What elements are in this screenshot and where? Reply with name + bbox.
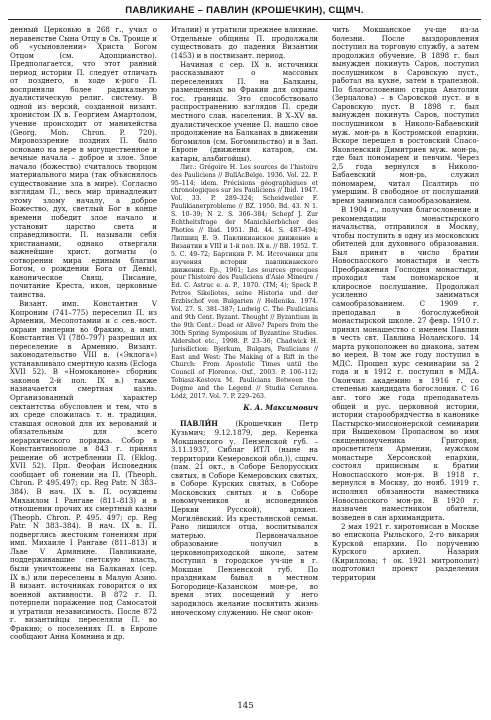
entry-headword: ПАВЛИ́Н bbox=[180, 419, 218, 429]
bibliography: Лит.: Grégoire H. Les sources de l'histoire des Pauliciens // BullAcBelge. 1936. Vol. 22. P. 95–114; idem. Précisions géographiques et chronologiques sur les Pauliciens // Ibid. 1947. Vol. 33. P. 289–324; Scheidweiler F. Paulikianerprobleme // BZ. 1950. Bd. 43. N 1. S. 10–39; N 2. S. 366–384; Schepf J. Zur Echtheitsfrage der Manichäerbücher des Photios // Ibid. 1951. Bd. 44. S. 487–494; Липшиц Е. Э. Павликианское движение в Византии в VIII и 1-й пол. IX в. // ВВ. 1952. Т. 5. С. 49–72; Бартикян Р. М. Источники для изучения истории павликианского движения. Ер., 1961; Les sources grecques pour l'histoire des Pauliciens d'Asie Mineure / Ed. C. Astruc e. a. P., 1970. (TM; 4); Speck P. Petros Sikeliotes, seine Historia und der Erzbischof von Bulgarien // Hellenika. 1974. Vol. 27. S. 381–387; Ludwig C. The Paulicians and 9th Cent. Byzant. Thought // Byzantium in the 9th Cent.: Dead or Alive? Papers from the 30th Spring Symposium of Byzantine Studies. Aldershot etc., 1998. P. 23–36; Chadwick H. Jurisdiction: Bjerkum, Bulgars, Paulicians // East and West: The Making of a Rift in the Church: From Apostolic Times until the Council of Florence. Oxf., 2003. P. 106–112; Tobiasz-Kostova M. Paulicians Between the Dogme and the Legend // Studia Ceranea. Łódź, 2017. Vol. 7. P. 229–263. bbox=[171, 163, 318, 401]
paragraph: чить Мокшанское уч-ще из-за болезни. После выздоровления поступил на торговую службу, а затем продолжил обучение. В 1898 г. был вынужден покинуть Саров, поступил послушником в Саровскую пуст., работал на кухне, затем в трапезной. По благословению старца Анатолия (Зерцалова) – в Саровской пуст. и в Саровскую пуст. В 1898 г. был вынужден покинуть Саров, поступил послушником в Николо-Бабаевский муж. мон-рь в Костромской епархии. Вскоре перешел в ростовский Спасо-Яковлевский Димитриев муж. мон-рь, где был пономарем и певчим. Через 2,5 года вернулся в Николо-Бабаевский мон-рь, служил пономарем, читал Псалтирь по умершим. В свободное от послушаний время занимался самообразованием. bbox=[332, 26, 479, 205]
paragraph: денный Церковью в 268 г., учил о неравенстве Сына Отцу в Св. Троице и об «усыновлении» Христа Богом Отцом (см. Адопцианство). Предполагается, что этот ранний период истории П. следует отличать от позднего, в ходе к-рого П. восприняли более радикальную дуалистическую религ. систему. В одной из версий, созданной визант. хронистом IX в. Георгием Амартолом, учение происходит от манихейства (Georg. Mon. Chron. P. 720). Мировоззрение поздних П. было основано на вере в могущественное и вечные начала – доброе и злое. Злое начало (божество) считалось творцом материального мира (так объяснялось существование зла в мире). Согласно взглядам П., весь мир принадлежит этому злому началу, а доброе Божество, дух, светлый Бог в конце времени победит злое начало и установит царство света и справедливости. П. называли себя христианами, однако отвергали важнейшие христ. догматы (о сотворении мира единым благим Богом, о рождении Бога от Девы), каноническое Свящ. Писание, почитание Креста, икон, церковные таинства. bbox=[10, 26, 157, 299]
paragraph: Италии) и утратили прежнее влияние. Отдельные общины П. продолжали существовать до падения Византии (1453) и в поствизант. период. bbox=[171, 26, 318, 60]
entry-paragraph bbox=[171, 420, 318, 617]
paragraph: Визант. имп. Константин V Копроним (741–775) переселил П. из Армении, Месопотамии и с сев.-вост. окраин империи во Фракию, а имп. Константин VI (780–797) разрешил их переселение в Армению. Визант. законодательство VIII в. («Эклога») устанавливало смертную казнь (Ecloga XVII 52). В «Номоканоне» сборник законов 2-й пол. IX в.) также назначается смертная казнь. Организованный характер сектантства обусловлен и тем, что в их среде сложилась т. н. традиция, ставшая основой для их верований и обязательным для всего иерархического порядка. Собор в Константинополе в 843 г. принял решение об истреблении П. (Eklog. XVII 52). Прп. Феофан Исповедник сообщает об гонении на П. (Theoph. Chron. P. 495.497; ср. Reg Patr. N 383–384). В нач. IX в. П. осуждены Михаилом I Рангаве (811–813) и в отношении прочих их смертный казни (Theoph. Chron. P. 495. 497; ср. Reg Patr. N 383–384). В нач. IX в. П. подверглись жестоким гонениям при имп. Михаиле I Рангаве (811–813) и Льве V Армянине. Павликиане, поддерживавшие светскую власть, были уничтожены на Балканах (сер. IX в.) или переселены в Малую Азию. В визант. источниках говорится о их военной активности. В 872 г. П. потерпели поражение под Самосатой и утратили независимость. После 872 г. византийцы переселяли П. во Фракию; о поселениях П. в Европе сообщают Анна Комнина и др. bbox=[10, 299, 157, 642]
entry-text: (Крошечкин Петр Кузьмич; 9.12.1879, дер. Керенка Мокшанского у. Пензенской губ. – 3.11.1937, Сиблаг ИТЛ (ныне на территории Кемеровской обл.)), сщмч. (пам. 21 окт., в Соборе Белорусских святых, в Соборе Кемеровских святых, в Соборе Курских святых, в Соборе Московских святых и в Соборе новомучеников и исповедников Церкви Русской), архиеп. Могилёвский. Из крестьянской семьи. Рано лишился отца, воспитывался матерью. Первоначальное образование получил в церковноприходской школе, затем поступил в городское уч-ще в г. Мокшан Пензенской губ. По праздникам бывал в местном Богородице-Казанском мон-ре, во время этих посещений у него зародилось желание посвятить жизнь иноческому служению. Не смог окон- bbox=[171, 419, 318, 617]
running-header: ПАВЛИКИАНЕ – ПАВЛИН (КРОШЕЧКИН), СЩМЧ. bbox=[125, 5, 364, 16]
header-rule bbox=[8, 19, 481, 20]
paragraph: Начиная с сер. IX в. источники рассказывают о массовых переселениях П. на Балканы, размещенных во Фракии для охраны гос. границы. Это способствовало распространению взглядов П. среди местного слав. населения. В X–XV вв. дуалистическое учение П. нашло свое продолжение на Балканах в движении богомилов (см. Богомильство) и в Зап. Европе (движения катаров, см. катары, альбигойцы). bbox=[171, 59, 318, 163]
column-1 bbox=[10, 26, 157, 686]
author-signature: К. А. Максимович bbox=[243, 402, 318, 412]
paragraph: В 1904 г., получив благословение и рекомендации монастырского начальства, отправился в Москву, чтобы поступить в одну из московских обителей для духовного образования. Был принят в число братии Новоспасского монастыря и честь Преображения Господня монастыря, проходил там пономарское и клиросное послушание. Продолжал усиленно заниматься самообразованием. С 1909 г. преподавал в богослужебной монастырской школе. 27 февр. 1910 г. принял монашество с именем Павлин в честь свт. Павлина Ноланского. 14 марта рукоположен во диакона, затем во иерея. В том же году поступил в МДС. Прошел курс семинарии за 2 года и в 1912 г. поступил в МДА. Окончил академию в 1916 г. со степенью кандидата богословия. С 16 авг. того же года преподаватель общей и рус. церковной истории, истории старообрядчества в канонике Пастырско-миссионерской семинарии при Вышеховом Пропасном во имя священномученика Григория, просветителя Армении, мужском монастыре Херсонской епархии, состоял приписным к братии Новоспасского мон-ря. В 1918 г. вернулся в Москву, до нояб. 1919 г. исполнял обязанности наместника Новоспасского мон-ря. В 1920 г. назначен наместником обители, возведен в сан архимандрита. bbox=[332, 204, 479, 522]
column-2 bbox=[171, 26, 318, 686]
column-3 bbox=[332, 26, 479, 686]
paragraph: 2 мая 1921 г. хиротонисан в Москве во епископа Рыльского, 2-го викария Курской епархии. По поручению Курского архиеп. Назария (Кириллова; † ок. 1921 митрополит) подготовил проект разделения территории bbox=[332, 521, 479, 582]
page-number: 145 bbox=[237, 701, 254, 711]
